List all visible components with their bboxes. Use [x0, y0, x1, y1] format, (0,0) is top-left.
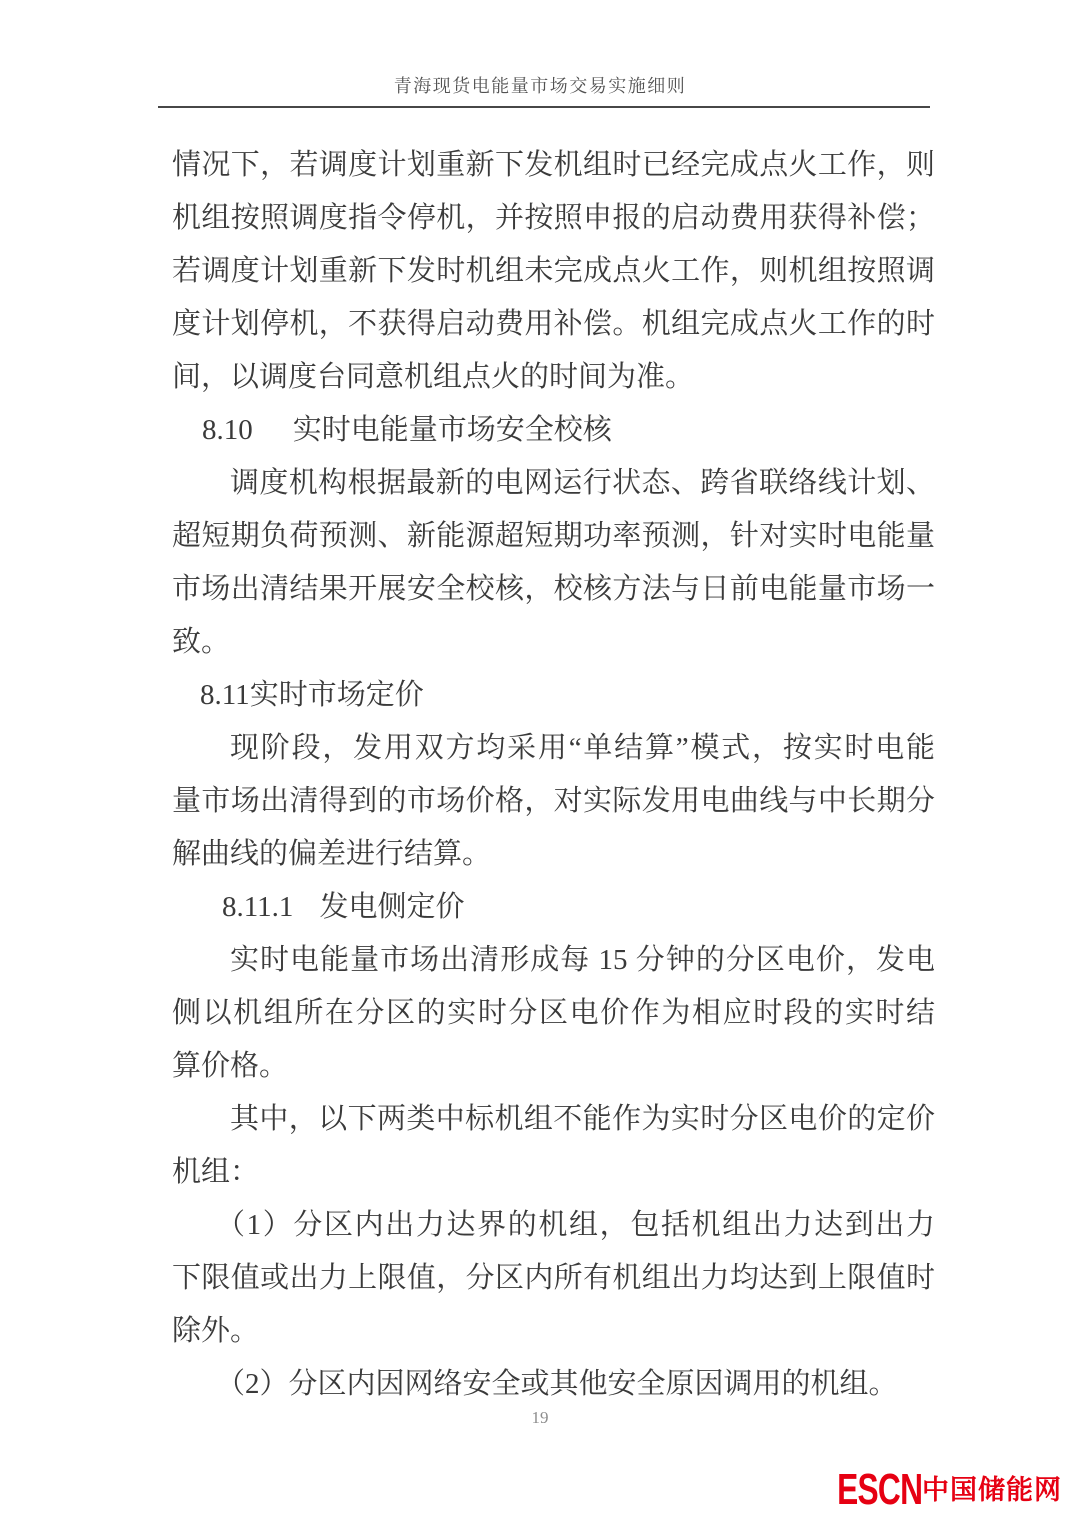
escn-logo-cjk: 中国储能网	[922, 1474, 1062, 1505]
list-item-line: 下限值或出力上限值，分区内所有机组出力均达到上限值时	[172, 1262, 935, 1294]
text-line: 超短期负荷预测、新能源超短期功率预测，针对实时电能量	[172, 520, 935, 552]
section-title: 实时电能量市场安全校核	[292, 414, 612, 446]
escn-logo	[804, 1465, 1062, 1514]
text-line: 机组：	[172, 1156, 260, 1188]
section-title: 实时市场定价	[249, 679, 424, 711]
section-number: 8.11.1	[222, 891, 294, 923]
document-body	[172, 139, 935, 1411]
section-heading-8-11-1	[172, 881, 935, 934]
header-divider	[158, 106, 930, 108]
text-line: 市场出清结果开展安全校核，校核方法与日前电能量市场一	[172, 573, 935, 605]
text-line: 现阶段，发用双方均采用“单结算”模式，按实时电能	[230, 732, 935, 764]
list-item-line: 除外。	[172, 1315, 260, 1347]
text-line: 侧以机组所在分区的实时分区电价作为相应时段的实时结	[172, 997, 935, 1029]
section-heading-8-11	[172, 669, 935, 722]
escn-logo-latin: ESCN	[836, 1465, 922, 1514]
text-line: 间，以调度台同意机组点火的时间为准。	[172, 361, 695, 393]
text-line: 度计划停机，不获得启动费用补偿。机组完成点火工作的时	[172, 308, 935, 340]
section-heading-8-10	[172, 404, 935, 457]
text-line: 若调度计划重新下发时机组未完成点火工作，则机组按照调	[172, 255, 935, 287]
page-number: 19	[531, 1408, 549, 1427]
section-title: 发电侧定价	[319, 891, 465, 923]
text-line: 机组按照调度指令停机，并按照申报的启动费用获得补偿；	[172, 202, 935, 234]
text-line: 调度机构根据最新的电网运行状态、跨省联络线计划、	[230, 467, 935, 499]
text-line: 算价格。	[172, 1050, 289, 1082]
page-header-title: 青海现货电能量市场交易实施细则	[393, 76, 687, 96]
section-number: 8.11	[200, 679, 250, 711]
text-line: 致。	[172, 626, 231, 658]
text-line: 量市场出清得到的市场价格，对实际发用电曲线与中长期分	[172, 785, 935, 817]
list-item-line: （2）分区内因网络安全或其他安全原因调用的机组。	[216, 1368, 898, 1400]
list-item-line: （1）分区内出力达界的机组，包括机组出力达到出力	[216, 1209, 935, 1241]
text-line: 实时电能量市场出清形成每 15 分钟的分区电价，发电	[230, 944, 935, 976]
text-line: 解曲线的偏差进行结算。	[172, 838, 492, 870]
text-line: 情况下，若调度计划重新下发机组时已经完成点火工作，则	[172, 149, 935, 181]
section-number: 8.10	[202, 414, 253, 446]
text-line: 其中，以下两类中标机组不能作为实时分区电价的定价	[230, 1103, 935, 1135]
